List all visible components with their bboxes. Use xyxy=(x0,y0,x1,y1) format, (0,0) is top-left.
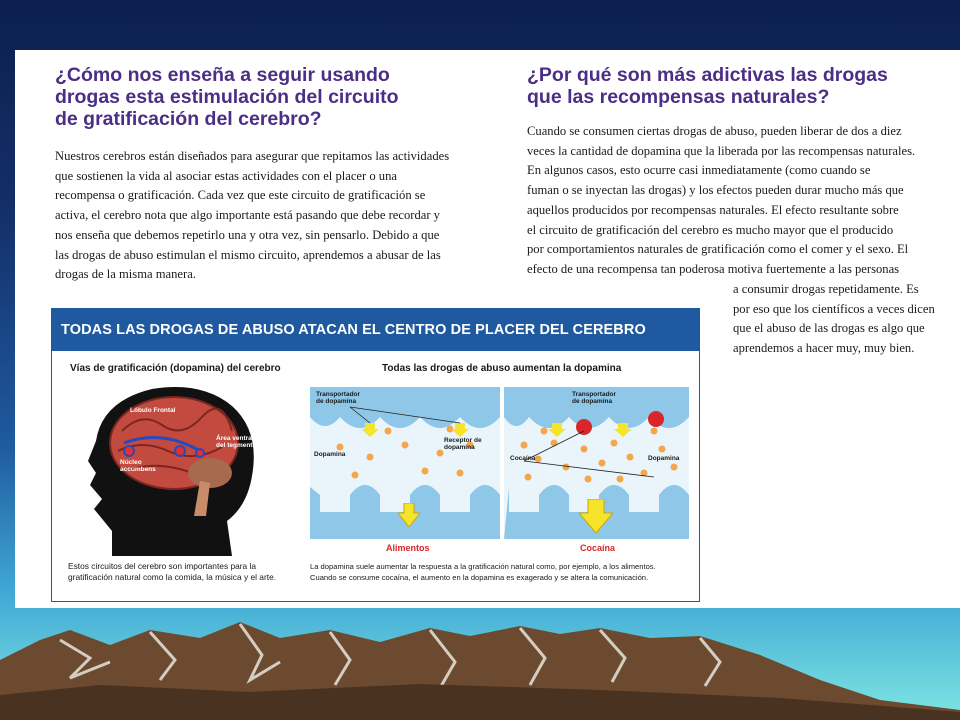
frontal-lobe-label: Lóbulo Frontal xyxy=(130,407,176,414)
right-paragraph: Cuando se consumen ciertas drogas de abuso, pueden liberar de dos a diez veces la cantidad de dopamina que la liberada por las recompensas naturales. En algunos casos, esto ocurre casi inmediatamente (como cuando se fuman o se inyectan las drogas) y los efectos pueden durar mucho más que aquellos producidos por recompensas naturales. El efecto resultante sobre el circuito de gratificación del cerebro es mucho mayor que el producido por comportamientos naturales de gratificación como el comer y el sexo. El efecto de una recompensa tan poderosa motiva fuertemente a las personas xyxy=(527,124,916,276)
vta-label: Área ventral del tegmento xyxy=(216,435,257,449)
cocaine-molecule-label: Cocaína xyxy=(510,455,536,462)
dopamine-label-cocaine: Dopamina xyxy=(648,455,680,462)
dopamine-figure xyxy=(51,308,700,602)
receptor-label: Receptor de dopamina xyxy=(444,437,482,451)
right-heading: ¿Por qué son más adictivas las drogas que las recompensas naturales? xyxy=(527,64,888,108)
left-heading: ¿Cómo nos enseña a seguir usando drogas esta estimulación del circuito de gratificación del cerebro? xyxy=(55,64,399,130)
brain-caption: Estos circuitos del cerebro son importantes para la gratificación natural como la comida, la música y el arte. xyxy=(68,561,277,582)
dopamine-label-food: Dopamina xyxy=(314,451,346,458)
transporter-label-cocaine: Transportador de dopamina xyxy=(572,391,617,405)
mountain-range-decoration xyxy=(0,600,960,720)
left-paragraph: Nuestros cerebros están diseñados para asegurar que repitamos las actividades que sostienen la vida al asociar estas actividades con el placer o una recompensa o gratificación. Cada vez que este circuito de gratificación se activa, el cerebro nota que algo importante está pasando que debe recordar y nos enseña que debemos repetirlo una y otra vez, sin pensarlo. Debido a que las drogas de abuso estimulan el mismo circuito, aprendemos a abusar de las drogas de la misma manera. xyxy=(55,149,450,282)
synapse-subtitle: Todas las drogas de abuso aumentan la dopamina xyxy=(382,363,622,374)
content-panel xyxy=(15,50,960,608)
right-paragraph-continued: a consumir drogas repetidamente. Es por eso que los científicos a veces dicen que el abuso de las drogas es algo que aprendemos a hacer muy, muy bien. xyxy=(733,282,935,356)
nucleus-accumbens-label: Núcleo accumbens xyxy=(120,459,156,473)
transporter-label-food: Transportador de dopamina xyxy=(316,391,361,405)
brain-subtitle: Vías de gratificación (dopamina) del cerebro xyxy=(70,363,281,374)
food-panel-label: Alimentos xyxy=(386,543,430,553)
figure-title: TODAS LAS DROGAS DE ABUSO ATACAN EL CENTRO DE PLACER DEL CEREBRO xyxy=(52,309,699,351)
down-arrow-cocaine-icon xyxy=(579,499,613,533)
cocaine-panel-label: Cocaína xyxy=(580,543,616,553)
down-arrow-food-icon xyxy=(398,503,420,527)
synapse-caption: La dopamina suele aumentar la respuesta a la gratificación natural como, por ejemplo, a los alimentos. Cuando se consume cocaína, el aumento en la dopamina es exagerado y se altera la comunicación. xyxy=(310,562,656,582)
